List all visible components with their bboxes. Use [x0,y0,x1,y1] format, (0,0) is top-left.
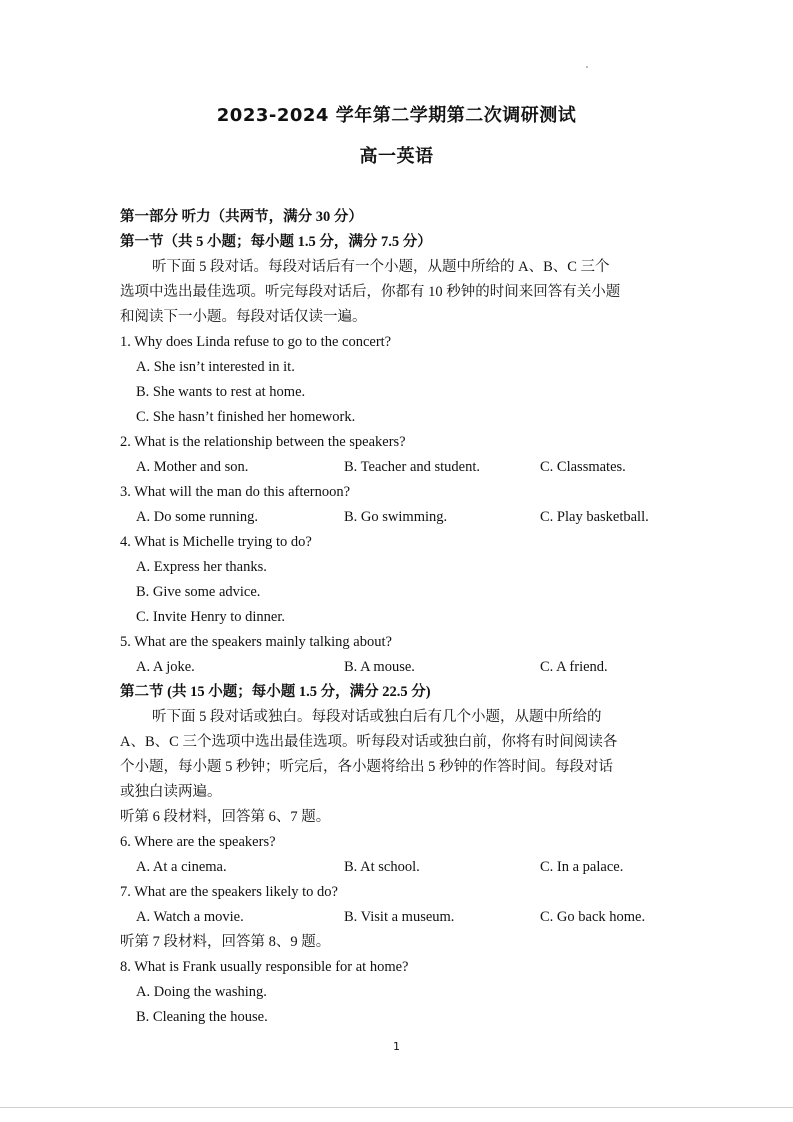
page-number: 1 [393,1040,400,1053]
exam-content [120,205,676,1030]
page-bottom-divider [0,1107,793,1108]
question-4: 4. What is Michelle trying to do? [120,534,312,550]
part1-heading: 第一部分 听力（共两节，满分 30 分） [120,209,363,225]
section2-instruction-line: 个小题，每小题 5 秒钟；听完后，各小题将给出 5 秒钟的作答时间。每段对话 [120,759,613,775]
q6-option-a: A. At a cinema. [136,859,227,875]
material-7-note: 听第 7 段材料，回答第 8、9 题。 [120,934,331,950]
q1-option-b: B. She wants to rest at home. [136,384,306,400]
q1-option-a: A. She isn’t interested in it. [136,359,295,375]
q4-option-a: A. Express her thanks. [136,559,267,575]
section1-instruction-line: 和阅读下一小题。每段对话仅读一遍。 [120,309,367,325]
q7-option-a: A. Watch a movie. [136,909,244,925]
question-2: 2. What is the relationship between the speakers? [120,434,406,450]
q5-option-c: C. A friend. [540,659,608,675]
q8-option-b: B. Cleaning the house. [136,1009,268,1025]
section1-instruction-line: 选项中选出最佳选项。听完每段对话后，你都有 10 秒钟的时间来回答有关小题 [120,284,621,300]
question-7: 7. What are the speakers likely to do? [120,884,338,900]
q4-option-b: B. Give some advice. [136,584,261,600]
q2-options [120,455,676,480]
section1-heading: 第一节（共 5 小题；每小题 1.5 分，满分 7.5 分） [120,234,432,250]
q3-option-c: C. Play basketball. [540,509,649,525]
material-6-note: 听第 6 段材料，回答第 6、7 题。 [120,809,331,825]
q5-option-a: A. A joke. [136,659,195,675]
q1-option-c: C. She hasn’t finished her homework. [136,409,356,425]
exam-title: 2023-2024 学年第二学期第二次调研测试 [216,105,577,126]
question-8: 8. What is Frank usually responsible for at home? [120,959,409,975]
q2-option-c: C. Classmates. [540,459,626,475]
q7-option-b: B. Visit a museum. [344,909,455,925]
scan-speck [586,66,588,68]
section2-instruction-line: 或独白读两遍。 [120,784,222,800]
question-6: 6. Where are the speakers? [120,834,276,850]
question-3: 3. What will the man do this afternoon? [120,484,351,500]
q2-option-a: A. Mother and son. [136,459,249,475]
q6-option-b: B. At school. [344,859,420,875]
q3-option-b: B. Go swimming. [344,509,448,525]
section1-instruction-line: 听下面 5 段对话。每段对话后有一个小题，从题中所给的 A、B、C 三个 [152,259,610,275]
section2-instruction-line: A、B、C 三个选项中选出最佳选项。听每段对话或独白前，你将有时间阅读各 [120,734,618,750]
q5-option-b: B. A mouse. [344,659,415,675]
q3-option-a: A. Do some running. [136,509,259,525]
q3-options [120,505,676,530]
q6-option-c: C. In a palace. [540,859,624,875]
q5-options [120,655,676,680]
question-5: 5. What are the speakers mainly talking about? [120,634,392,650]
q7-option-c: C. Go back home. [540,909,646,925]
section2-instruction-line: 听下面 5 段对话或独白。每段对话或独白后有几个小题，从题中所给的 [152,709,602,725]
question-1: 1. Why does Linda refuse to go to the concert? [120,334,392,350]
q4-option-c: C. Invite Henry to dinner. [136,609,286,625]
section2-heading: 第二节 (共 15 小题；每小题 1.5 分，满分 22.5 分) [120,684,431,700]
q7-options [120,905,676,930]
q8-option-a: A. Doing the washing. [136,984,267,1000]
exam-subtitle: 高一英语 [359,146,434,167]
q6-options [120,855,676,880]
q2-option-b: B. Teacher and student. [344,459,481,475]
